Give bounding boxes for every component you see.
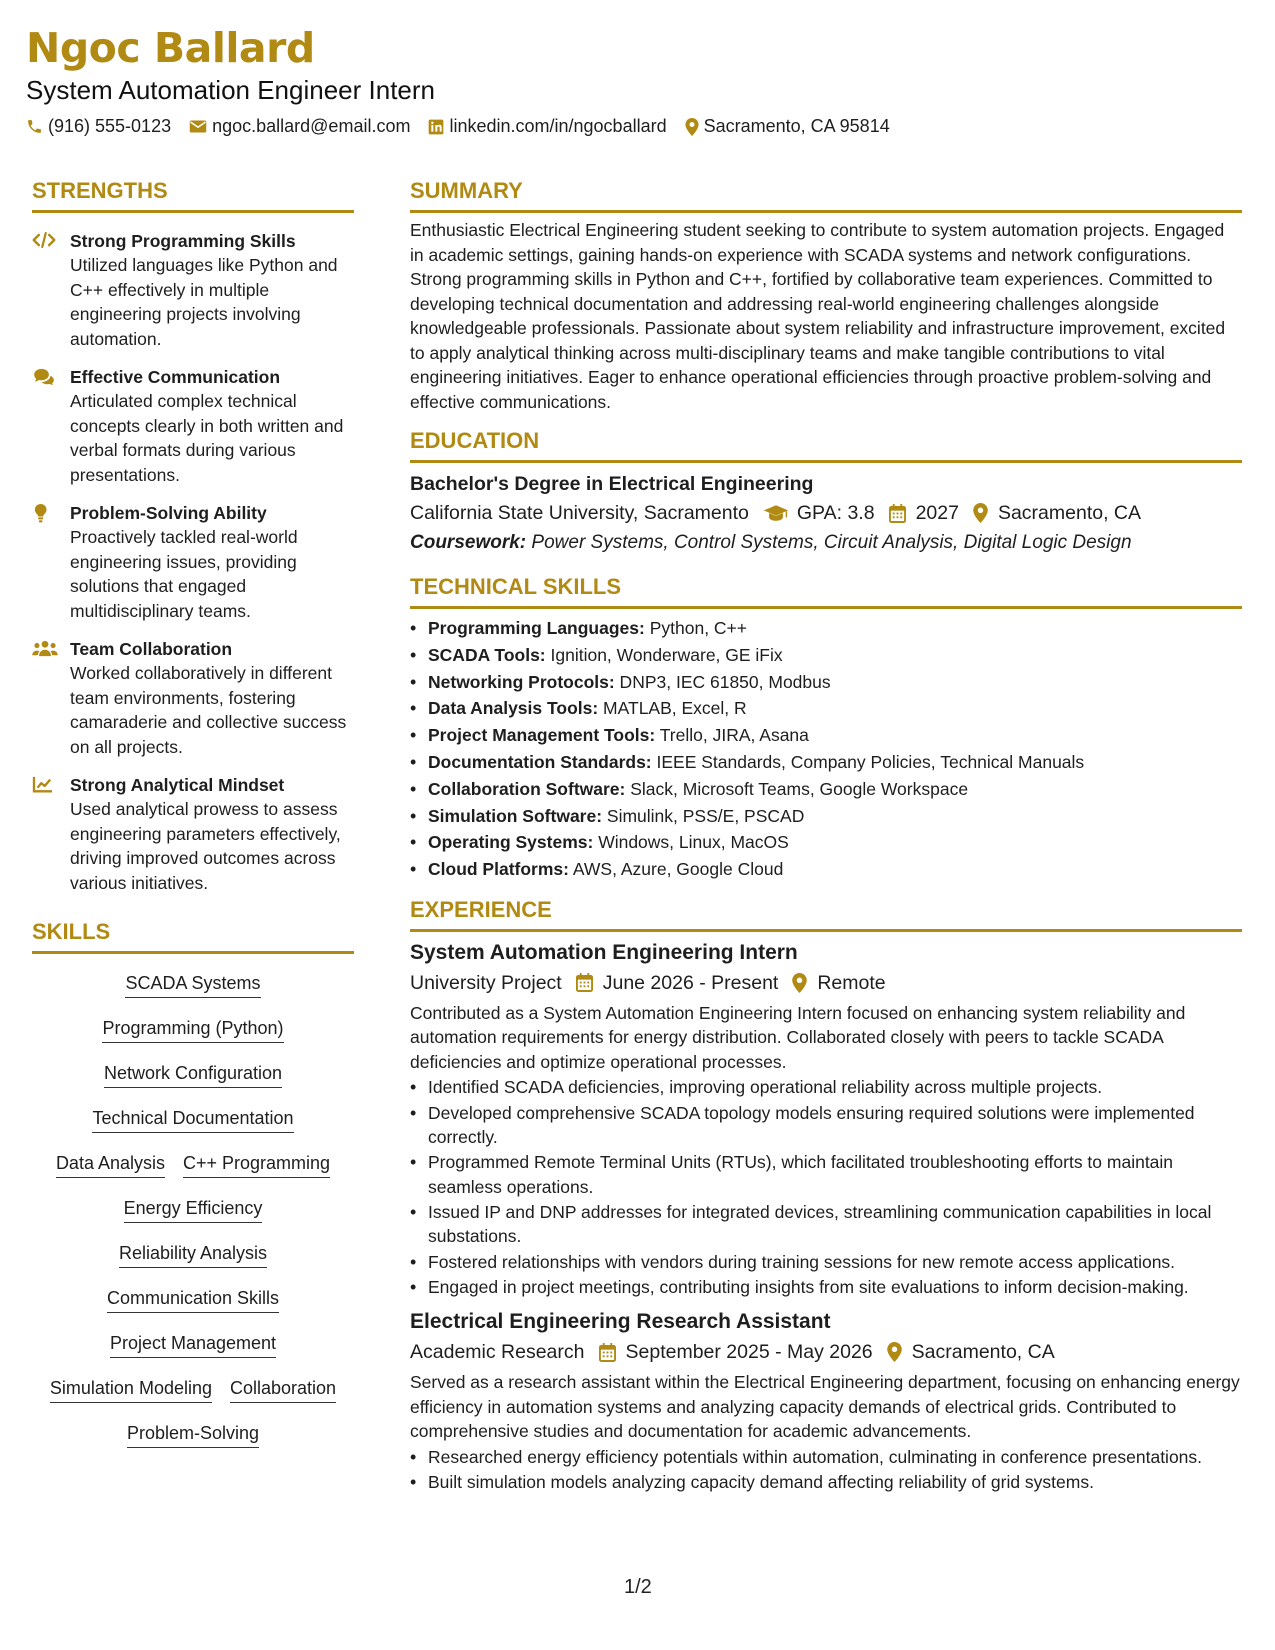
list-item: • Fostered relationships with vendors during training sessions for new remote access applications. — [410, 1250, 1242, 1274]
gpa: GPA: 3.8 — [796, 502, 875, 524]
list-item: • Engaged in project meetings, contributing insights from site evaluations to inform decision-making. — [410, 1275, 1242, 1299]
strength-description: Used analytical prowess to assess engineering parameters effectively, driving improved outcomes across various initiatives. — [70, 799, 341, 893]
list-item — [410, 856, 1242, 883]
job-location: Sacramento, CA — [911, 1341, 1055, 1364]
graduation-year: 2027 — [915, 502, 959, 524]
code-icon — [32, 232, 56, 248]
coursework — [410, 528, 1242, 558]
page-number: 1/2 — [624, 1576, 652, 1598]
contact-phone[interactable] — [26, 116, 171, 137]
strength-item — [32, 229, 354, 351]
contact-location — [685, 116, 890, 137]
skill-value: DNP3, IEC 61850, Modbus — [614, 671, 831, 692]
list-item: • Identified SCADA deficiencies, improving operational reliability across multiple projects. — [410, 1075, 1242, 1099]
skill-label: Cloud Platforms: — [428, 859, 569, 880]
strength-item — [32, 773, 354, 895]
summary-heading: SUMMARY — [410, 176, 1242, 213]
list-item: • Developed comprehensive SCADA topology models ensuring required solutions were implemented correctly. — [410, 1101, 1242, 1150]
skill-tag: Reliability Analysis — [119, 1241, 267, 1268]
skill-tag: Technical Documentation — [92, 1106, 293, 1133]
list-item — [410, 642, 1242, 669]
strength-title: Problem-Solving Ability — [70, 503, 267, 523]
school-name: California State University, Sacramento — [410, 502, 749, 524]
resume-header — [26, 22, 908, 137]
job-title: System Automation Engineering Intern — [410, 940, 798, 964]
skill-value: MATLAB, Excel, R — [598, 698, 747, 719]
education-meta — [410, 498, 1242, 528]
strength-description: Articulated complex technical concepts clearly in both written and verbal formats during various presentations. — [70, 391, 344, 485]
linkedin-text: linkedin.com/in/ngocballard — [449, 116, 667, 136]
list-item — [410, 776, 1242, 803]
job-bullets — [410, 1445, 1242, 1495]
list-item — [410, 669, 1242, 696]
strength-description: Utilized languages like Python and C++ effectively in multiple engineering projects involving automation. — [70, 255, 338, 349]
list-item: • Built simulation models analyzing capacity demand affecting reliability of grid systems. — [410, 1470, 1242, 1494]
map-marker-icon — [685, 118, 699, 136]
right-column — [410, 176, 1242, 1495]
skills-heading: SKILLS — [32, 917, 354, 954]
job-description: Contributed as a System Automation Engineering Intern focused on enhancing system reliability and automation requirements for energy distribution. Collaborated closely with peers to tackle SCADA deficiencies and optimize operational processes. — [410, 1002, 1186, 1072]
degree-title: Bachelor's Degree in Electrical Engineering — [410, 473, 814, 495]
skill-tag: Simulation Modeling — [50, 1376, 212, 1403]
coursework-label: Coursework: — [410, 532, 527, 553]
technical-skills-heading: TECHNICAL SKILLS — [410, 572, 1242, 609]
education-heading: EDUCATION — [410, 426, 1242, 463]
strengths-list — [32, 229, 354, 895]
strength-title: Effective Communication — [70, 367, 281, 387]
skill-tag: Collaboration — [230, 1376, 336, 1403]
job-description: Served as a research assistant within the Electrical Engineering department, focusing on enhancing energy efficiency in automation systems and analyzing capacity demands of electrical grids. Contributed to comprehensive studies and documentation for academic advancements. — [410, 1372, 1240, 1442]
skill-value: Windows, Linux, MacOS — [593, 832, 789, 853]
job-entry — [410, 1307, 1242, 1494]
coursework-list: Power Systems, Control Systems, Circuit Analysis, Digital Logic Design — [526, 532, 1132, 553]
list-item — [410, 803, 1242, 830]
candidate-title: System Automation Engineer Intern — [26, 75, 436, 105]
left-column — [32, 176, 354, 1457]
calendar-icon — [889, 504, 906, 523]
job-title: Electrical Engineering Research Assistant — [410, 1310, 831, 1334]
phone-icon — [26, 118, 43, 135]
skill-tag: SCADA Systems — [125, 971, 260, 998]
skill-label: Programming Languages: — [428, 618, 645, 638]
comments-icon — [32, 368, 56, 386]
skill-value: Ignition, Wonderware, GE iFix — [545, 644, 783, 665]
skill-label: SCADA Tools: — [428, 644, 546, 665]
list-item — [410, 695, 1242, 722]
skill-label: Project Management Tools: — [428, 725, 656, 746]
calendar-icon — [576, 973, 593, 992]
strength-title: Strong Analytical Mindset — [70, 775, 285, 795]
skill-value: Slack, Microsoft Teams, Google Workspace — [625, 778, 969, 799]
location-text: Sacramento, CA 95814 — [703, 116, 890, 136]
list-item — [410, 749, 1242, 776]
skill-tag: Programming (Python) — [102, 1016, 283, 1043]
contact-linkedin[interactable] — [428, 116, 666, 137]
skill-label: Collaboration Software: — [428, 778, 626, 799]
strength-description: Worked collaboratively in different team environments, fostering camaraderie and collective success on all projects. — [70, 663, 347, 757]
skill-tag: Network Configuration — [104, 1061, 282, 1088]
skill-label: Operating Systems: — [428, 832, 594, 853]
graduation-cap-icon — [763, 504, 789, 522]
skill-value: Trello, JIRA, Asana — [655, 725, 809, 746]
contact-bar — [26, 116, 908, 137]
strength-description: Proactively tackled real-world engineering issues, providing solutions that engaged multidisciplinary teams. — [70, 527, 298, 621]
map-marker-icon — [887, 1342, 902, 1362]
strength-title: Team Collaboration — [70, 639, 233, 659]
job-dates: September 2025 - May 2026 — [625, 1341, 873, 1364]
skill-tag: Energy Efficiency — [124, 1196, 263, 1223]
strength-title: Strong Programming Skills — [70, 231, 296, 251]
skill-label: Data Analysis Tools: — [428, 698, 599, 719]
email-text: ngoc.ballard@email.com — [212, 116, 411, 136]
list-item: • Programmed Remote Terminal Units (RTUs), which facilitated troubleshooting efforts to maintain seamless operations. — [410, 1150, 1242, 1199]
skill-value: Simulink, PSS/E, PSCAD — [602, 805, 805, 826]
skill-value: IEEE Standards, Company Policies, Technical Manuals — [651, 751, 1085, 772]
skill-tag: Problem-Solving — [127, 1421, 259, 1448]
summary-text: Enthusiastic Electrical Engineering student seeking to contribute to system automation projects. Engaged in academic settings, gaining hands-on experience with SCADA systems and network configurations. Strong programming skills in Python and C++, fortified by collaborative team experiences. Committed to developing technical documentation and addressing real-world engineering challenges alongside knowledgeable professionals. Passionate about system reliability and infrastructure improvement, excited to apply analytical thinking across multi-disciplinary teams and make tangible contributions to vital engineering initiatives. Eager to enhance operational efficiencies through proactive problem-solving and effective communications. — [410, 220, 1226, 412]
skill-tag: Communication Skills — [107, 1286, 279, 1313]
job-location: Remote — [817, 971, 886, 994]
strength-item — [32, 365, 354, 487]
job-meta — [410, 968, 1242, 998]
skill-label: Networking Protocols: — [428, 671, 615, 692]
map-marker-icon — [973, 503, 988, 523]
contact-email[interactable] — [189, 116, 410, 137]
skill-tag: Data Analysis — [56, 1151, 165, 1178]
skill-value: Python, C++ — [644, 618, 747, 638]
list-item: • Issued IP and DNP addresses for integrated devices, streamlining communication capabilities in local substations. — [410, 1200, 1242, 1249]
job-bullets — [410, 1075, 1242, 1299]
education-location: Sacramento, CA — [997, 502, 1142, 524]
skill-label: Simulation Software: — [428, 805, 603, 826]
skill-tag: C++ Programming — [183, 1151, 330, 1178]
chart-line-icon — [32, 776, 54, 794]
job-org: Academic Research — [410, 1341, 585, 1364]
candidate-name: Ngoc Ballard — [26, 24, 315, 72]
linkedin-icon — [428, 119, 444, 135]
job-entry — [410, 938, 1242, 1299]
strengths-heading: STRENGTHS — [32, 176, 354, 213]
list-item — [410, 615, 1242, 642]
skill-value: AWS, Azure, Google Cloud — [568, 859, 784, 880]
list-item — [410, 722, 1242, 749]
skill-label: Documentation Standards: — [428, 751, 652, 772]
job-meta — [410, 1337, 1242, 1367]
skill-tag: Project Management — [110, 1331, 276, 1358]
list-item — [410, 829, 1242, 856]
strength-item — [32, 637, 354, 759]
map-marker-icon — [792, 973, 807, 993]
envelope-icon — [189, 119, 207, 134]
users-icon — [32, 640, 58, 657]
calendar-icon — [599, 1343, 616, 1362]
job-org: University Project — [410, 971, 562, 994]
phone-text: (916) 555-0123 — [48, 116, 172, 136]
lightbulb-icon — [32, 504, 56, 524]
strength-item — [32, 501, 354, 623]
experience-heading: EXPERIENCE — [410, 895, 1242, 932]
skills-list — [32, 962, 354, 1457]
list-item: • Researched energy efficiency potentials within automation, culminating in conference presentations. — [410, 1445, 1242, 1469]
job-dates: June 2026 - Present — [602, 971, 779, 994]
technical-skills-list — [410, 615, 1242, 883]
